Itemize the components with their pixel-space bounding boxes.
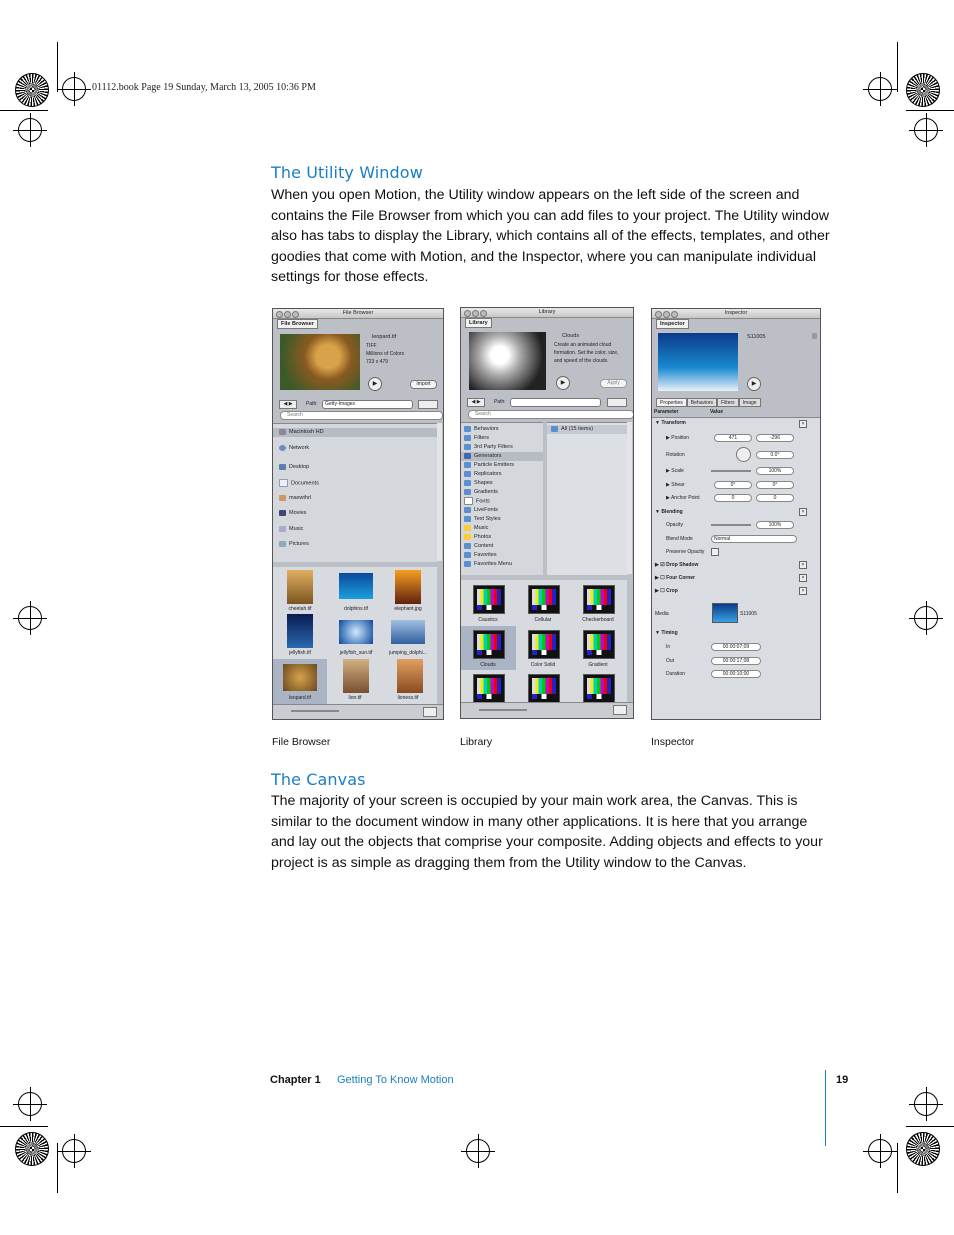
registration-mark-icon	[62, 77, 86, 101]
play-button[interactable]: ▶	[747, 377, 761, 391]
music-icon	[279, 526, 286, 532]
out-field[interactable]: 00:00:17;08	[711, 657, 761, 665]
globe-icon	[279, 445, 286, 451]
category-item[interactable]: LiveFonts	[461, 506, 543, 515]
rotation-field[interactable]: 0.0°	[756, 451, 794, 459]
param-position: ▶ Position	[666, 435, 690, 441]
thumbnail-gradient[interactable]	[583, 630, 615, 659]
view-toggle[interactable]	[607, 398, 627, 407]
folder-icon	[464, 480, 471, 486]
desktop-icon	[279, 464, 286, 470]
group-timing[interactable]: ▼ Timing	[655, 630, 678, 636]
trash-button[interactable]	[613, 705, 627, 715]
scrollbar[interactable]	[437, 423, 442, 561]
reset-button[interactable]: ×	[799, 574, 807, 582]
thumbnail-jumping-dolphin[interactable]	[391, 620, 425, 644]
thumbnail-label: dolphins.tif	[344, 606, 368, 612]
preview-type: TIFF	[366, 343, 377, 349]
registration-mark-icon	[18, 118, 42, 142]
library-screenshot	[460, 307, 634, 719]
zoom-slider[interactable]	[479, 709, 527, 711]
thumbnail-label: Gradient	[588, 662, 608, 668]
tab-library[interactable]: Library	[465, 318, 492, 328]
category-item[interactable]: Filters	[461, 434, 543, 443]
shear-y-field[interactable]: 0°	[756, 481, 794, 489]
duration-field[interactable]: 00:00:10;00	[711, 670, 761, 678]
registration-star-icon	[15, 73, 49, 107]
thumbnail-label: Checkerboard	[582, 617, 614, 623]
category-item[interactable]: Photos	[461, 533, 543, 542]
window-title-bar	[461, 308, 633, 318]
preview-size: 723 x 479	[366, 359, 388, 365]
category-item[interactable]: Favorites Menu	[461, 560, 543, 569]
registration-star-icon	[906, 73, 940, 107]
group-blending[interactable]: ▼ Blending	[655, 509, 683, 515]
play-button[interactable]: ▶	[368, 377, 382, 391]
thumbnail-label: jumping_dolphi...	[389, 650, 427, 656]
folder-icon	[464, 516, 471, 522]
tab-properties[interactable]: Properties	[656, 398, 687, 407]
page-number: 19	[836, 1074, 849, 1086]
item-list	[547, 422, 627, 575]
scale-field[interactable]: 100%	[756, 467, 794, 475]
folder-icon	[464, 444, 471, 450]
registration-mark-icon	[868, 1139, 892, 1163]
registration-mark-icon	[914, 606, 938, 630]
preview-name: S11005	[747, 334, 766, 340]
category-item[interactable]: Shapes	[461, 479, 543, 488]
thumbnail-clouds[interactable]	[473, 630, 505, 659]
folder-icon	[464, 543, 471, 549]
position-x-field[interactable]: 471	[714, 434, 752, 442]
section-heading-utility-window: The Utility Window	[271, 163, 423, 182]
path-label: Path:	[306, 401, 318, 407]
param-blend-mode: Blend Mode	[666, 536, 693, 542]
thumbnail-label: lion.tif	[348, 695, 362, 701]
category-item[interactable]: Favorites	[461, 551, 543, 560]
category-list	[461, 422, 543, 575]
anchor-y-field[interactable]: 0	[756, 494, 794, 502]
reset-button[interactable]: ×	[799, 420, 807, 428]
import-button[interactable]: Import	[410, 380, 437, 389]
opacity-field[interactable]: 100%	[756, 521, 794, 529]
preview-image	[658, 333, 738, 391]
registration-star-icon	[15, 1132, 49, 1166]
documents-icon	[279, 479, 288, 487]
sidebar-item-documents[interactable]: Documents	[273, 479, 437, 488]
window-title: File Browser	[342, 310, 374, 316]
group-four-corner[interactable]: ▶ ☐ Four Corner	[655, 575, 695, 581]
scale-slider[interactable]	[711, 470, 751, 472]
param-opacity: Opacity	[666, 522, 683, 528]
param-anchor-point: ▶ Anchor Point	[666, 495, 700, 501]
param-shear: ▶ Shear	[666, 482, 685, 488]
folder-icon	[464, 489, 471, 495]
thumbnail-label: Color Solid	[530, 662, 556, 668]
trash-button[interactable]	[423, 707, 437, 717]
registration-mark-icon	[868, 77, 892, 101]
thumbnail-item[interactable]	[528, 674, 560, 703]
thumbnail-label: jellyfish_sun.tif	[339, 650, 373, 656]
registration-mark-icon	[914, 118, 938, 142]
preview-name: Clouds	[562, 333, 580, 339]
param-duration: Duration	[666, 671, 685, 677]
caption-inspector: Inspector	[651, 736, 695, 748]
thumbnail-jellyfish[interactable]	[287, 614, 313, 648]
category-item[interactable]: Text Styles	[461, 515, 543, 524]
param-scale: ▶ Scale	[666, 468, 684, 474]
category-item[interactable]: Gradients	[461, 488, 543, 497]
registration-mark-icon	[18, 606, 42, 630]
caption-library: Library	[460, 736, 493, 748]
thumbnail-elephant[interactable]	[395, 570, 421, 604]
tab-filters[interactable]: Filters	[717, 398, 739, 407]
crop-mark	[0, 110, 48, 111]
play-button[interactable]: ▶	[556, 376, 570, 390]
tab-image[interactable]: Image	[739, 398, 761, 407]
section-body-canvas: The majority of your screen is occupied by your main work area, the Canvas. This is similar to the document window in many other applications. It is here that you arrange and lay out the objects that comprise your composite. Adding objects and effects to your project is as simple as dragging them from the Utility window to the Canvas.	[271, 793, 823, 871]
sidebar-item-macintosh-hd[interactable]: Macintosh HD	[273, 428, 437, 437]
param-rotation: Rotation	[666, 452, 685, 458]
crop-mark	[897, 1143, 898, 1193]
window-title: Inspector	[724, 310, 748, 316]
thumbnail-item[interactable]	[583, 674, 615, 703]
movies-icon	[279, 510, 286, 516]
blend-mode-select[interactable]: Normal	[711, 535, 797, 543]
thumbnail-leopard[interactable]	[283, 664, 317, 691]
preview-description: Create an animated cloud formation. Set the color, size, and speed of the clouds.	[554, 342, 619, 364]
tab-inspector[interactable]: Inspector	[656, 319, 689, 329]
registration-mark-icon	[466, 1139, 490, 1163]
category-item-selected[interactable]: Generators	[461, 452, 543, 461]
category-item[interactable]: Particle Emitters	[461, 461, 543, 470]
thumbnail-lion[interactable]	[343, 659, 369, 693]
folder-icon	[464, 561, 471, 567]
nav-back-forward[interactable]: ◀ ▶	[467, 398, 485, 407]
opacity-slider[interactable]	[711, 524, 751, 526]
caption-file-browser: File Browser	[272, 736, 331, 748]
folder-icon	[464, 462, 471, 468]
registration-mark-icon	[914, 1092, 938, 1116]
thumbnail-checkerboard[interactable]	[583, 585, 615, 614]
sidebar-item-network[interactable]: Network	[273, 444, 437, 453]
sidebar-item-movies[interactable]: Movies	[273, 509, 437, 518]
crop-mark	[897, 42, 898, 92]
print-slug: 01112.book Page 19 Sunday, March 13, 2005 10:36 PM	[92, 82, 316, 93]
path-select[interactable]	[510, 398, 601, 407]
param-media: Media	[655, 611, 669, 617]
param-in: In	[666, 644, 671, 650]
category-item[interactable]: Music	[461, 524, 543, 533]
font-icon	[464, 497, 473, 505]
zoom-slider[interactable]	[291, 710, 339, 712]
category-item[interactable]: Replicators	[461, 470, 543, 479]
crop-mark	[906, 110, 954, 111]
thumbnail-item[interactable]	[473, 674, 505, 703]
search-input[interactable]: Search	[468, 410, 634, 419]
param-preserve-opacity: Preserve Opacity	[666, 549, 705, 555]
folder-icon	[464, 471, 471, 477]
anchor-x-field[interactable]: 0	[714, 494, 752, 502]
folder-icon	[464, 426, 471, 432]
sidebar-item-pictures[interactable]: Pictures	[273, 540, 437, 549]
footer-chapter-title: Getting To Know Motion	[337, 1074, 454, 1086]
inspector-screenshot	[651, 308, 821, 720]
footer-rule	[825, 1070, 826, 1146]
rotation-dial[interactable]	[736, 447, 751, 462]
thumbnail-caustics[interactable]	[473, 585, 505, 614]
thumbnail-label: elephant.jpg	[394, 606, 422, 612]
photos-icon	[464, 534, 471, 540]
tab-behaviors[interactable]: Behaviors	[687, 398, 717, 407]
registration-mark-icon	[18, 1092, 42, 1116]
window-title: Library	[538, 309, 556, 315]
hard-drive-icon	[279, 429, 286, 435]
media-well[interactable]	[712, 603, 738, 623]
shear-x-field[interactable]: 0°	[714, 481, 752, 489]
section-heading-canvas: The Canvas	[271, 770, 366, 789]
pictures-icon	[279, 541, 286, 547]
file-browser-screenshot	[272, 308, 444, 720]
thumbnail-dolphins[interactable]	[339, 573, 373, 599]
group-crop[interactable]: ▶ ☐ Crop	[655, 588, 678, 594]
bottom-toolbar	[273, 704, 443, 720]
section-body-utility-window: When you open Motion, the Utility window appears on the left side of the screen and contains the File Browser from which you can add files to your project. The Utility window also has tabs to display the Library, which contains all of the effects, templates, and other goodies that come with Motion, and the Inspector, where you can manipulate individual settings for those effects.	[271, 187, 830, 285]
folder-icon	[464, 453, 471, 459]
music-icon	[464, 525, 471, 531]
sidebar-item-music[interactable]: Music	[273, 525, 437, 534]
thumbnail-cheetah[interactable]	[287, 570, 313, 604]
reset-button[interactable]: ×	[799, 587, 807, 595]
thumbnail-label: lioness.tif	[397, 695, 419, 701]
scrollbar[interactable]	[627, 422, 632, 574]
home-icon	[279, 495, 286, 501]
thumbnail-label: Caustics	[478, 617, 498, 623]
footer-chapter: Chapter 1	[270, 1074, 321, 1086]
tab-file-browser[interactable]: File Browser	[277, 319, 318, 329]
lock-icon[interactable]	[812, 333, 817, 339]
preview-image	[469, 332, 546, 390]
crop-mark	[57, 42, 58, 92]
inspector-tabs	[656, 398, 761, 407]
reset-button[interactable]: ×	[799, 561, 807, 569]
column-header-parameter: Parameter	[654, 409, 679, 415]
path-select[interactable]: Getty-Images	[322, 400, 413, 409]
preview-colors: Millions of Colors	[366, 351, 405, 357]
thumbnail-label: cheetah.tif	[288, 606, 312, 612]
param-out: Out	[666, 658, 675, 664]
preserve-opacity-checkbox[interactable]	[711, 548, 719, 556]
folder-icon	[464, 507, 471, 513]
thumbnail-lioness[interactable]	[397, 659, 423, 693]
preview-image	[280, 334, 360, 390]
reset-button[interactable]: ×	[799, 508, 807, 516]
thumbnail-cellular[interactable]	[528, 585, 560, 614]
window-title-bar	[273, 309, 443, 319]
path-label: Path:	[494, 399, 506, 405]
folder-icon	[551, 426, 558, 432]
group-transform[interactable]: ▼ Transform	[655, 420, 686, 426]
crop-mark	[0, 1126, 48, 1127]
thumbnail-color-solid[interactable]	[528, 630, 560, 659]
registration-star-icon	[906, 1132, 940, 1166]
view-toggle[interactable]	[418, 400, 438, 409]
category-item[interactable]: 3rd Party Filters	[461, 443, 543, 452]
sidebar-item-home[interactable]: maxwthrl	[273, 494, 437, 503]
position-y-field[interactable]: -296	[756, 434, 794, 442]
group-drop-shadow[interactable]: ▶ ☑ Drop Shadow	[655, 562, 699, 568]
apply-button[interactable]: Apply	[600, 379, 627, 388]
folder-icon	[464, 435, 471, 441]
nav-back-forward[interactable]: ◀ ▶	[279, 400, 297, 409]
category-item[interactable]: Behaviors	[461, 425, 543, 434]
sidebar-list	[273, 423, 437, 562]
thumbnail-label: leopard.tif	[289, 695, 311, 701]
search-input[interactable]: Search	[280, 411, 443, 420]
category-item[interactable]: Content	[461, 542, 543, 551]
crop-mark	[906, 1126, 954, 1127]
thumbnail-label: Cellular	[534, 617, 552, 623]
window-title-bar	[652, 309, 820, 319]
list-header[interactable]: All (15 items)	[547, 425, 627, 434]
sidebar-item-desktop[interactable]: Desktop	[273, 463, 437, 472]
media-name: S11005	[740, 611, 757, 617]
column-header-value: Value	[710, 409, 724, 415]
in-field[interactable]: 00:00:07;09	[711, 643, 761, 651]
thumbnail-label: Clouds	[480, 662, 496, 668]
folder-icon	[464, 552, 471, 558]
preview-name: leopard.tif	[372, 334, 397, 340]
thumbnail-jellyfish-sun[interactable]	[339, 620, 373, 644]
category-item[interactable]: Fonts	[461, 497, 543, 506]
thumbnail-label: jellyfish.tif	[289, 650, 311, 656]
registration-mark-icon	[62, 1139, 86, 1163]
